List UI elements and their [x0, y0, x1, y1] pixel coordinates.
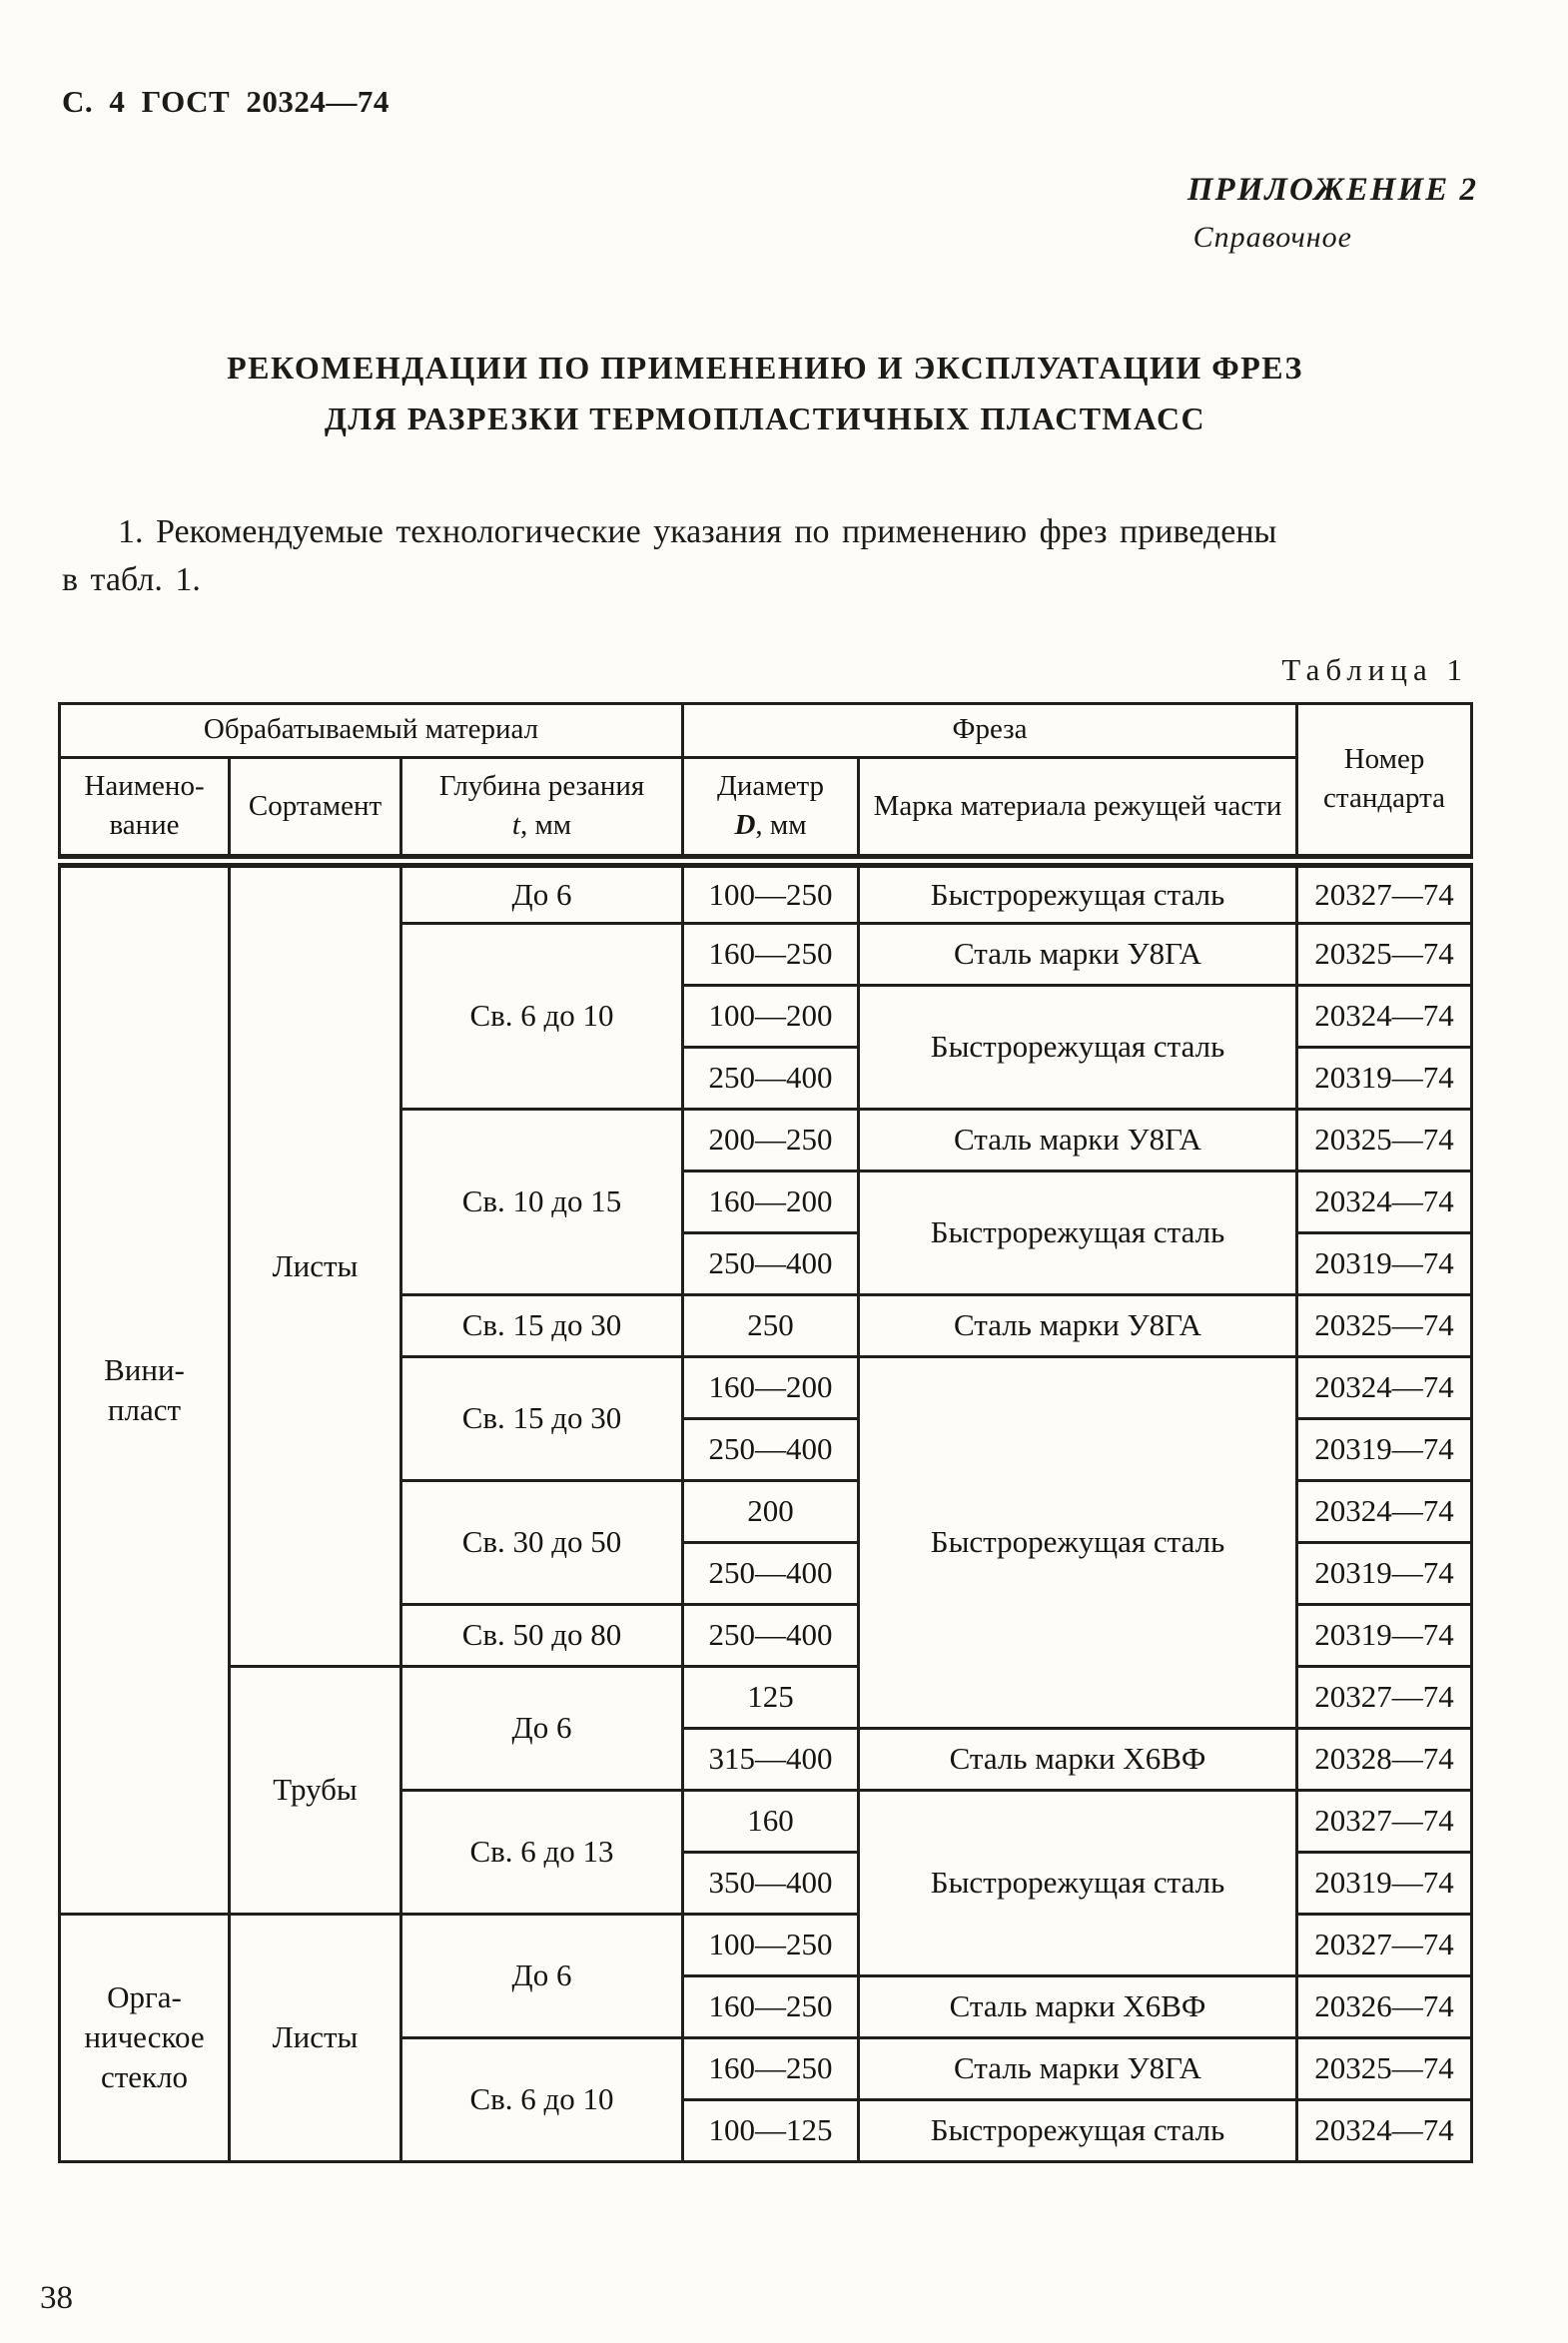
cell-depth: До 6 [401, 1914, 683, 2037]
material-name-line: пласт [107, 1391, 182, 1427]
table-subheader-row [60, 757, 1472, 861]
cell-diameter: 160 [683, 1790, 859, 1852]
header-line [692, 806, 849, 845]
cell-diameter: 200—250 [683, 1109, 859, 1171]
cell-standard: 20319—74 [1297, 1232, 1472, 1294]
cell-standard: 20324—74 [1297, 1171, 1472, 1232]
depth-variable: t [511, 809, 520, 842]
material-name-line: Вини- [104, 1351, 185, 1387]
cell-standard: 20324—74 [1297, 985, 1472, 1047]
cell-standard: 20319—74 [1297, 1418, 1472, 1480]
page-number: 38 [40, 2280, 73, 2316]
cell-material-name [60, 1914, 230, 2161]
cell-standard: 20324—74 [1297, 2099, 1472, 2161]
material-name-line: Орга- [107, 1978, 182, 2014]
header-mark: Марка материала режущей части [859, 757, 1297, 861]
cell-depth: До 6 [401, 861, 683, 923]
depth-unit: , мм [519, 809, 572, 842]
cell-diameter: 250—400 [683, 1542, 859, 1604]
cell-depth: До 6 [401, 1666, 683, 1790]
cell-diameter: 250—400 [683, 1047, 859, 1109]
cell-diameter: 315—400 [683, 1728, 859, 1790]
cell-diameter: 160—250 [683, 1975, 859, 2037]
cell-standard: 20327—74 [1297, 1666, 1472, 1728]
cell-sortament: Трубы [230, 1666, 401, 1914]
appendix-subtitle: Справочное [1192, 221, 1352, 254]
header-line: вание [109, 809, 180, 842]
cell-standard: 20327—74 [1297, 1790, 1472, 1852]
diameter-unit: , мм [755, 809, 807, 842]
cell-mark: Сталь марки У8ГА [859, 1109, 1297, 1171]
cell-diameter: 100—125 [683, 2099, 859, 2161]
appendix-title: ПРИЛОЖЕНИЕ 2 [1186, 172, 1478, 208]
cell-standard: 20324—74 [1297, 1480, 1472, 1542]
cell-mark: Быстрорежущая сталь [859, 985, 1297, 1109]
appendix-block [0, 172, 1478, 255]
document-title [62, 343, 1468, 444]
intro-paragraph [62, 508, 1472, 603]
cell-diameter: 160—250 [683, 923, 859, 985]
cell-depth: Св. 6 до 10 [401, 923, 683, 1109]
cell-depth: Св. 15 до 30 [401, 1356, 683, 1480]
document-title-line: ДЛЯ РАЗРЕЗКИ ТЕРМОПЛАСТИЧНЫХ ПЛАСТМАСС [324, 400, 1206, 437]
page-header: С. 4 ГОСТ 20324—74 [62, 84, 390, 119]
cell-depth: Св. 15 до 30 [401, 1294, 683, 1356]
document-title-line: РЕКОМЕНДАЦИИ ПО ПРИМЕНЕНИЮ И ЭКСПЛУАТАЦИИ ФРЕЗ [227, 350, 1303, 386]
header-material-group: Обрабатываемый материал [60, 703, 683, 757]
cell-standard: 20325—74 [1297, 923, 1472, 985]
cell-mark: Сталь марки У8ГА [859, 1294, 1297, 1356]
cell-mark: Быстрорежущая сталь [859, 861, 1297, 923]
cell-diameter: 100—250 [683, 861, 859, 923]
recommendations-table [58, 702, 1473, 2163]
cell-mark: Быстрорежущая сталь [859, 2099, 1297, 2161]
cell-diameter: 125 [683, 1666, 859, 1728]
material-name-line: ническое [84, 2018, 205, 2054]
cell-standard: 20319—74 [1297, 1542, 1472, 1604]
cell-diameter: 100—200 [683, 985, 859, 1047]
cell-depth: Св. 6 до 13 [401, 1790, 683, 1914]
header-line: Наимено- [84, 770, 205, 803]
cell-mark: Сталь марки Х6ВФ [859, 1975, 1297, 2037]
table-header-row [60, 703, 1472, 757]
header-name [60, 757, 230, 861]
cell-diameter: 160—200 [683, 1356, 859, 1418]
header-cutter-group: Фреза [683, 703, 1297, 757]
cell-diameter: 250—400 [683, 1604, 859, 1666]
paragraph-line: в табл. 1. [62, 560, 201, 598]
cell-diameter: 250—400 [683, 1232, 859, 1294]
header-diameter [683, 757, 859, 861]
cell-depth: Св. 10 до 15 [401, 1109, 683, 1294]
cell-mark: Сталь марки Х6ВФ [859, 1728, 1297, 1790]
header-line: Диаметр [717, 770, 824, 803]
cell-depth: Св. 50 до 80 [401, 1604, 683, 1666]
diameter-variable: D [734, 809, 756, 842]
cell-standard: 20319—74 [1297, 1047, 1472, 1109]
cell-standard: 20319—74 [1297, 1852, 1472, 1914]
cell-diameter: 100—250 [683, 1914, 859, 1975]
cell-diameter: 250—400 [683, 1418, 859, 1480]
cell-standard: 20325—74 [1297, 1294, 1472, 1356]
cell-standard: 20327—74 [1297, 861, 1472, 923]
cell-standard: 20327—74 [1297, 1914, 1472, 1975]
cell-depth: Св. 30 до 50 [401, 1480, 683, 1604]
cell-mark: Быстрорежущая сталь [859, 1790, 1297, 1975]
cell-mark: Быстрорежущая сталь [859, 1171, 1297, 1294]
table-row [60, 861, 1472, 923]
cell-diameter: 250 [683, 1294, 859, 1356]
header-standard-number [1297, 703, 1472, 861]
material-name-line: стекло [100, 2059, 189, 2095]
cell-depth: Св. 6 до 10 [401, 2037, 683, 2161]
cell-standard: 20325—74 [1297, 2037, 1472, 2099]
cell-standard: 20319—74 [1297, 1604, 1472, 1666]
header-line [410, 806, 673, 845]
cell-sortament: Листы [230, 1914, 401, 2161]
cell-sortament: Листы [230, 861, 401, 1666]
cell-mark: Сталь марки У8ГА [859, 2037, 1297, 2099]
table-caption: Таблица 1 [1281, 651, 1468, 687]
cell-diameter: 350—400 [683, 1852, 859, 1914]
cell-standard: 20324—74 [1297, 1356, 1472, 1418]
header-line: Глубина резания [438, 770, 645, 803]
cell-diameter: 160—200 [683, 1171, 859, 1232]
cell-standard: 20328—74 [1297, 1728, 1472, 1790]
header-sortament: Сортамент [230, 757, 401, 861]
paragraph-line: 1. Рекомендуемые технологические указания по применению фрез приведены [118, 513, 1277, 551]
cell-mark: Быстрорежущая сталь [859, 1356, 1297, 1728]
cell-standard: 20326—74 [1297, 1975, 1472, 2037]
cell-diameter: 200 [683, 1480, 859, 1542]
cell-standard: 20325—74 [1297, 1109, 1472, 1171]
header-line: стандарта [1323, 782, 1445, 815]
header-line: Номер [1343, 743, 1425, 776]
table-body [60, 861, 1472, 2161]
cell-diameter: 160—250 [683, 2037, 859, 2099]
cell-material-name [60, 861, 230, 1914]
cell-mark: Сталь марки У8ГА [859, 923, 1297, 985]
table-head [60, 703, 1472, 861]
header-depth [401, 757, 683, 861]
